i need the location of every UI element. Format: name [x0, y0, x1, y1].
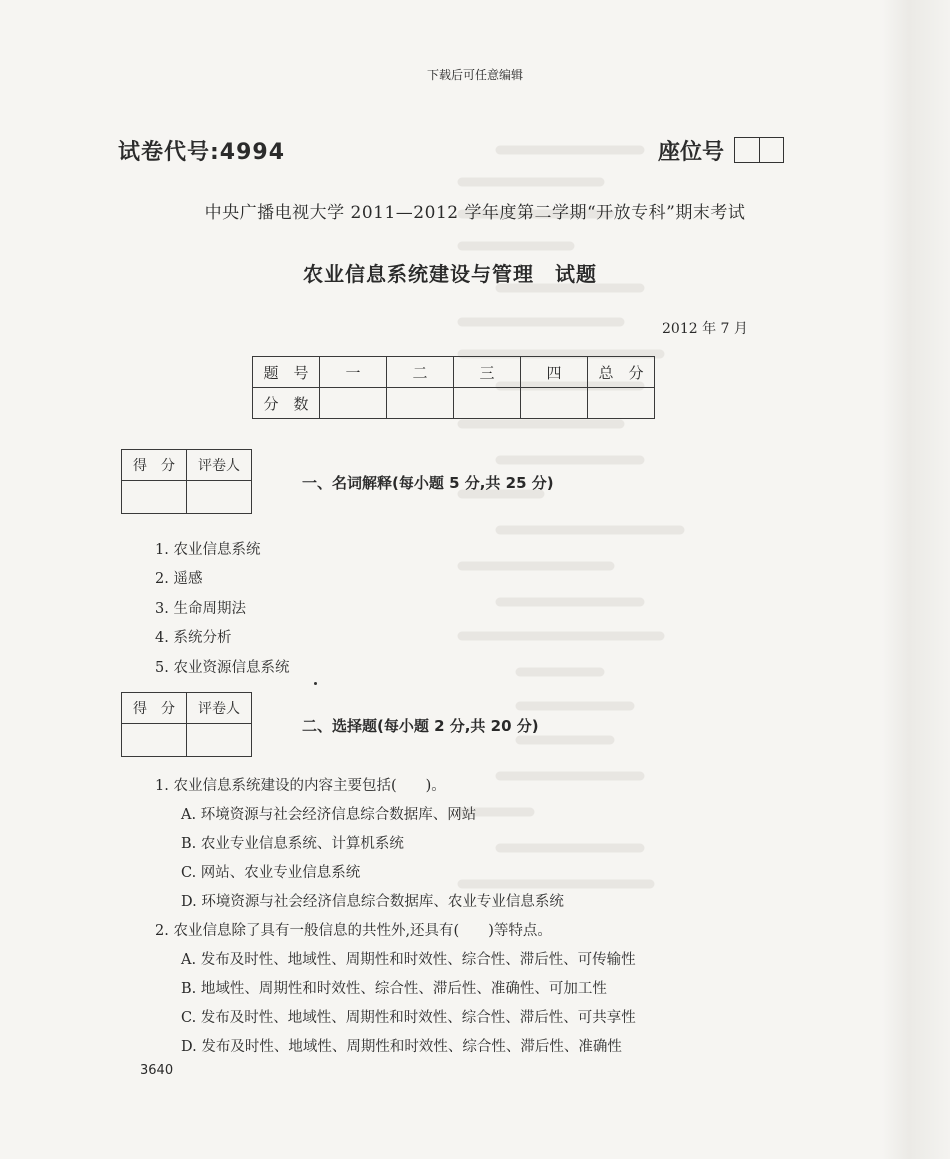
grader-box-section2 [121, 692, 252, 757]
score-table-cell: 三 [454, 357, 521, 388]
grader-entry-cell[interactable] [187, 481, 252, 514]
list-item: 4. 系统分析 [155, 630, 232, 646]
answer-option: A. 发布及时性、地域性、周期性和时效性、综合性、滞后性、可传输性 [181, 952, 636, 968]
exam-date: 2012 年 7 月 [662, 321, 748, 337]
score-table [252, 356, 655, 419]
page-number: 3640 [140, 1063, 174, 1078]
seat-label: 座位号 [658, 140, 725, 165]
answer-option: D. 环境资源与社会经济信息综合数据库、农业专业信息系统 [181, 894, 564, 910]
section2-heading: 二、选择题(每小题 2 分,共 20 分) [302, 717, 539, 735]
answer-option: B. 农业专业信息系统、计算机系统 [181, 836, 404, 852]
question-stem: 2. 农业信息除了具有一般信息的共性外,还具有( )等特点。 [155, 923, 552, 939]
grader-label: 评卷人 [187, 450, 252, 481]
score-table-cell: 二 [387, 357, 454, 388]
answer-option: C. 网站、农业专业信息系统 [181, 865, 361, 881]
seat-number-boxes[interactable] [734, 137, 784, 163]
grader-box-section1 [121, 449, 252, 514]
answer-option: B. 地域性、周期性和时效性、综合性、滞后性、准确性、可加工性 [181, 981, 607, 997]
score-entry-cell[interactable] [320, 388, 387, 419]
score-label: 得 分 [122, 693, 187, 724]
answer-option: D. 发布及时性、地域性、周期性和时效性、综合性、滞后性、准确性 [181, 1039, 622, 1055]
section1-heading: 一、名词解释(每小题 5 分,共 25 分) [302, 474, 554, 492]
university-line: 中央广播电视大学 2011—2012 学年度第二学期“开放专科”期末考试 [204, 203, 746, 223]
answer-option: A. 环境资源与社会经济信息综合数据库、网站 [181, 807, 477, 823]
list-item: 2. 遥感 [155, 571, 203, 587]
score-entry-cell[interactable] [521, 388, 588, 419]
list-item: 1. 农业信息系统 [155, 542, 261, 558]
score-table-cell: 一 [320, 357, 387, 388]
stray-mark [314, 682, 317, 685]
header-note: 下载后可任意编辑 [426, 68, 523, 82]
score-table-cell: 题 号 [253, 357, 320, 388]
exam-title: 农业信息系统建设与管理 试题 [303, 262, 597, 286]
score-entry-cell[interactable] [387, 388, 454, 419]
seat-box[interactable] [735, 138, 760, 162]
paper-code: 试卷代号:4994 [118, 140, 286, 165]
score-table-cell: 总 分 [588, 357, 655, 388]
score-table-cell: 四 [521, 357, 588, 388]
score-entry-cell[interactable] [122, 481, 187, 514]
question-stem: 1. 农业信息系统建设的内容主要包括( )。 [155, 778, 446, 794]
score-table-header-row [253, 357, 655, 388]
grader-label: 评卷人 [187, 693, 252, 724]
score-table-score-row [253, 388, 655, 419]
seat-box[interactable] [760, 138, 784, 162]
list-item: 3. 生命周期法 [155, 601, 246, 617]
score-label: 得 分 [122, 450, 187, 481]
list-item: 5. 农业资源信息系统 [155, 660, 290, 676]
score-entry-cell[interactable] [454, 388, 521, 419]
answer-option: C. 发布及时性、地域性、周期性和时效性、综合性、滞后性、可共享性 [181, 1010, 636, 1026]
score-table-cell: 分 数 [253, 388, 320, 419]
grader-entry-cell[interactable] [187, 724, 252, 757]
score-entry-cell[interactable] [588, 388, 655, 419]
score-entry-cell[interactable] [122, 724, 187, 757]
